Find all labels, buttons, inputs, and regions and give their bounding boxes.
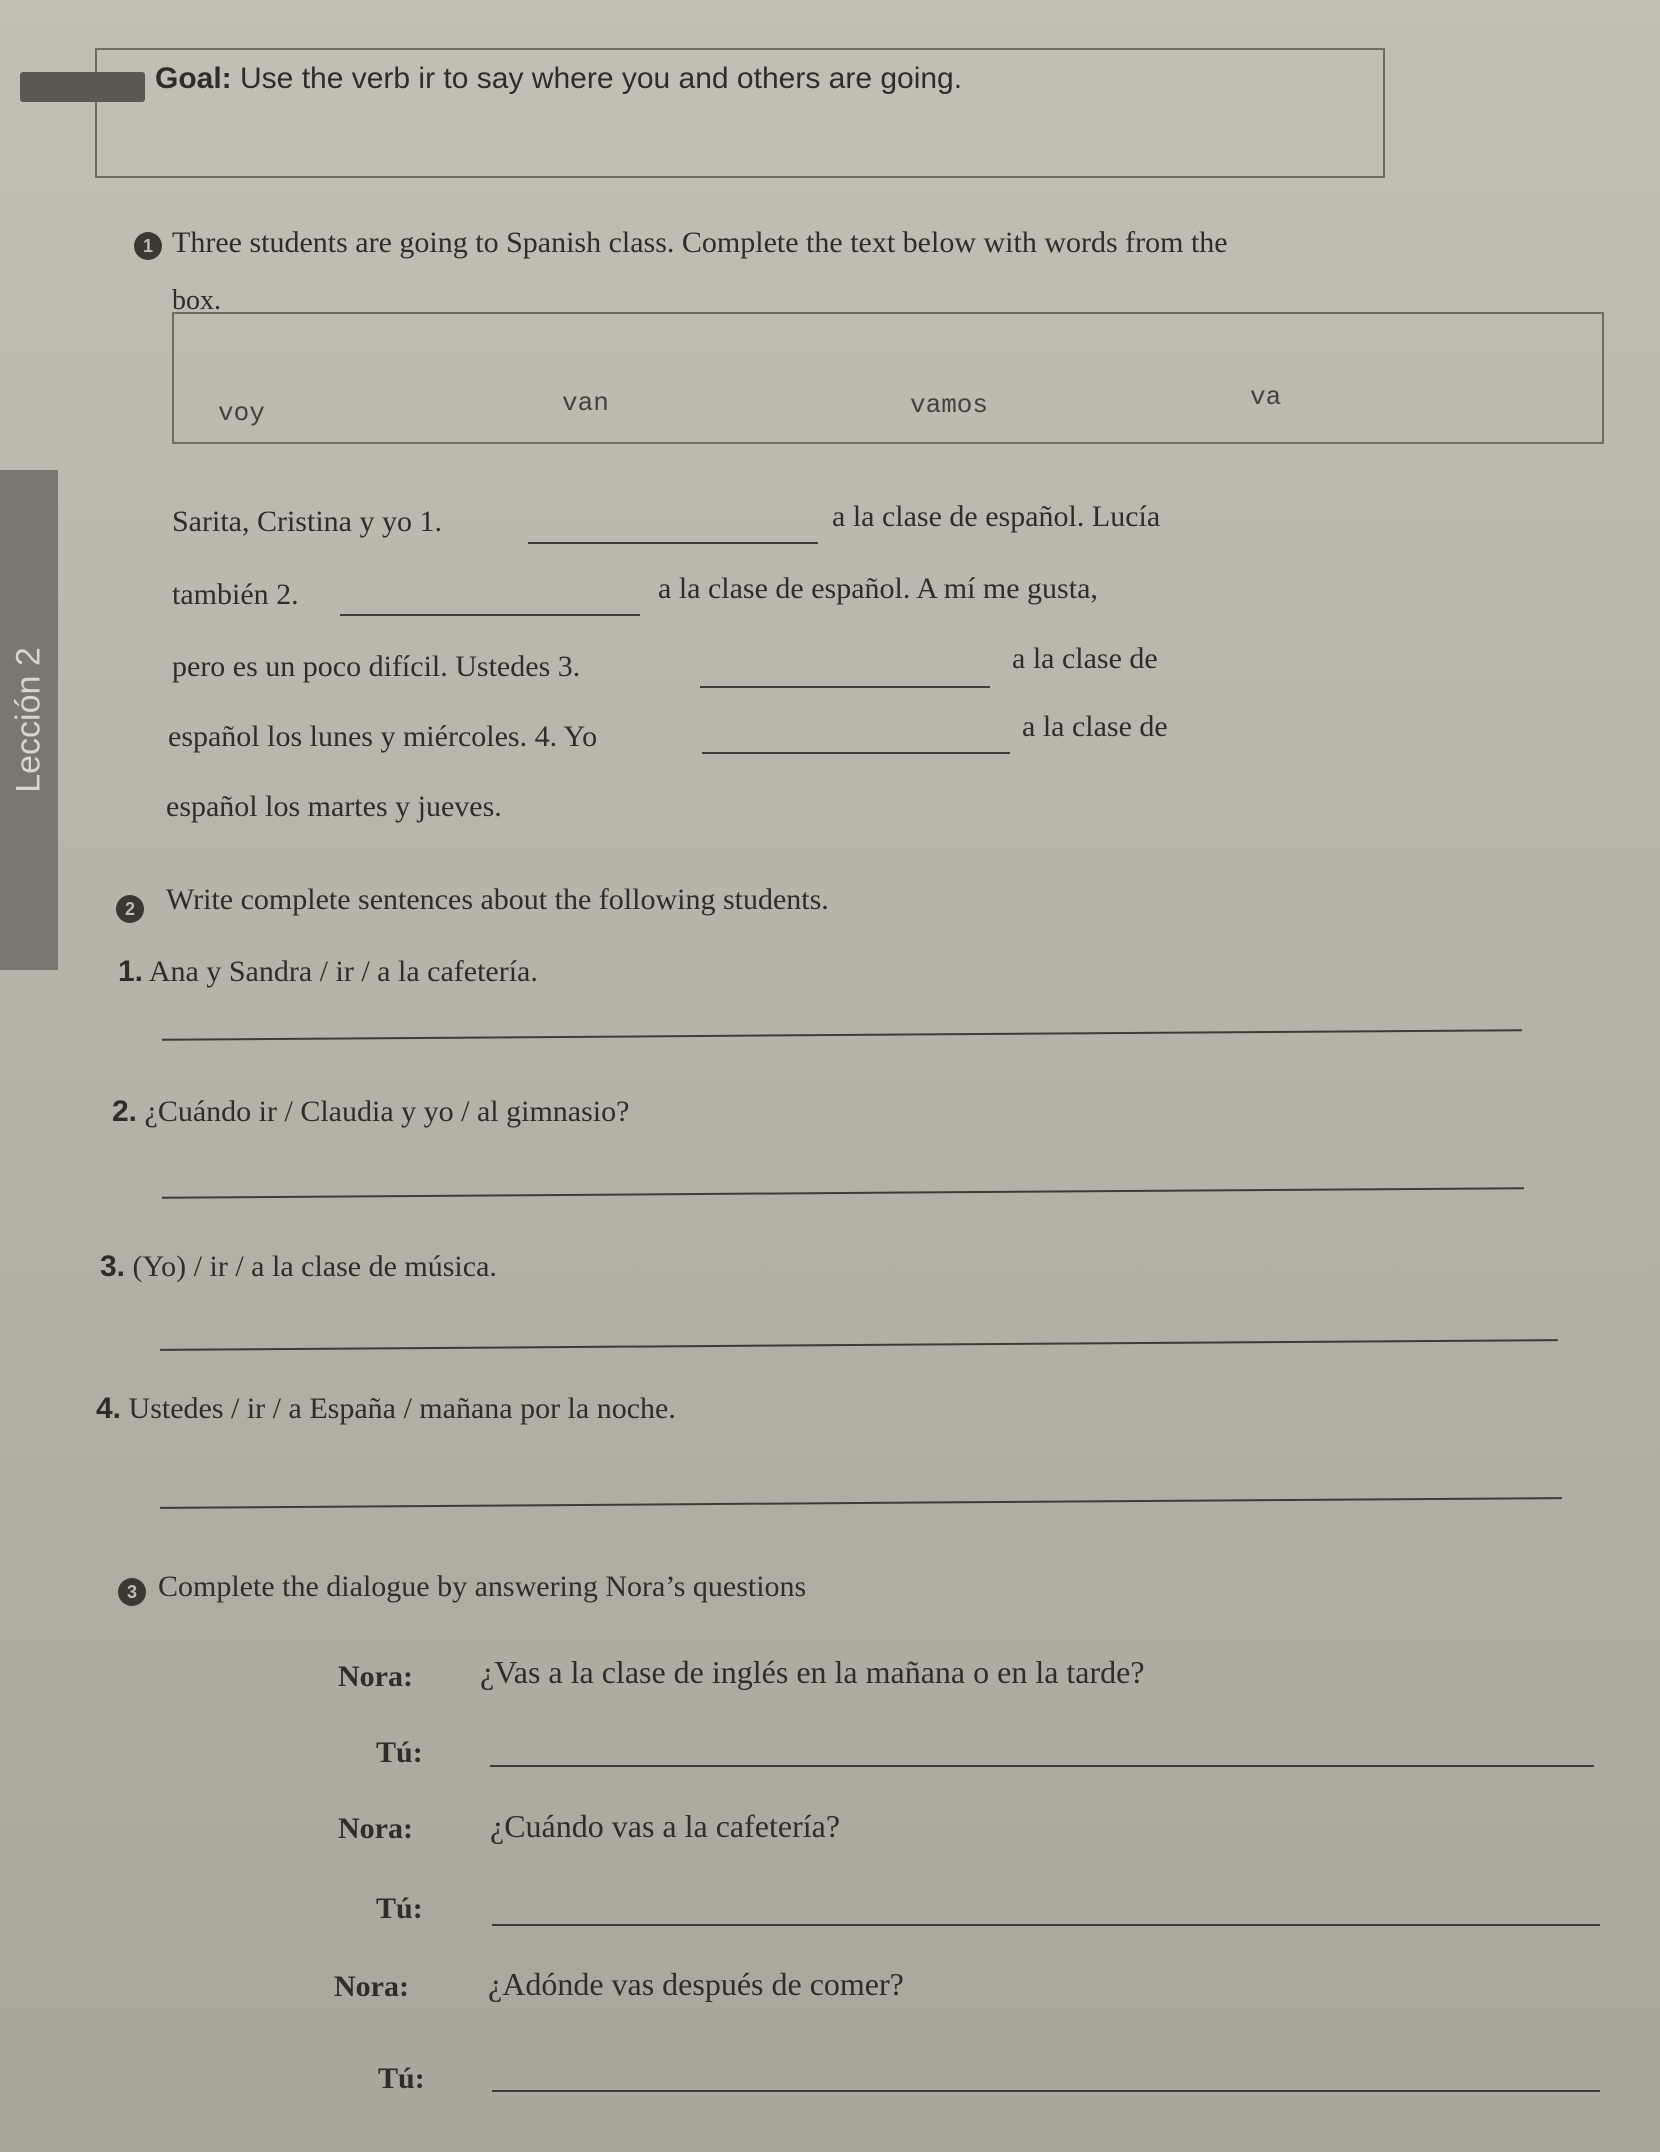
exercise-2-item bbox=[112, 1095, 629, 1129]
item-number: 4. bbox=[96, 1392, 122, 1425]
answer-blank-4[interactable] bbox=[702, 718, 1010, 754]
nora-question-1: ¿Vas a la clase de inglés en la mañana o en la tarde? bbox=[480, 1654, 1145, 1690]
nora-question-3: ¿Adónde vas después de comer? bbox=[488, 1966, 904, 2002]
goal-badge bbox=[20, 72, 145, 102]
dialogue-speaker-tu: Tú: bbox=[376, 1892, 423, 1925]
word-bank-word: van bbox=[562, 388, 609, 418]
item-prompt: Ana y Sandra / ir / a la cafetería. bbox=[148, 955, 538, 988]
exercise-2-item bbox=[96, 1392, 676, 1426]
item-prompt: Ustedes / ir / a España / mañana por la noche. bbox=[128, 1392, 676, 1425]
exercise-3-number: 3 bbox=[118, 1578, 146, 1606]
exercise-1-number: 1 bbox=[134, 232, 162, 260]
answer-line-4[interactable] bbox=[160, 1497, 1562, 1509]
text-line-3-before: pero es un poco difícil. Ustedes 3. bbox=[172, 650, 581, 683]
item-number: 2. bbox=[112, 1095, 138, 1128]
answer-blank-3[interactable] bbox=[700, 652, 990, 688]
answer-line-tu-2[interactable] bbox=[492, 1924, 1600, 1926]
item-number: 3. bbox=[100, 1250, 126, 1283]
dialogue-speaker-nora: Nora: bbox=[338, 1660, 413, 1693]
goal-statement bbox=[155, 62, 962, 96]
answer-line-1[interactable] bbox=[162, 1029, 1522, 1040]
exercise-2-item bbox=[118, 955, 538, 989]
word-bank-word: vamos bbox=[910, 390, 989, 420]
word-bank-word: va bbox=[1250, 382, 1282, 412]
exercise-1-instruction-line2: box. bbox=[172, 285, 221, 316]
nora-question-2: ¿Cuándo vas a la cafetería? bbox=[490, 1808, 841, 1844]
answer-blank-2[interactable] bbox=[340, 580, 640, 616]
text-line-2-after: a la clase de español. A mí me gusta, bbox=[658, 572, 1098, 605]
text-line-5: español los martes y jueves. bbox=[166, 790, 502, 823]
chapter-side-tab bbox=[0, 470, 58, 970]
dialogue-speaker-tu: Tú: bbox=[376, 1736, 423, 1769]
text-line-3-after: a la clase de bbox=[1012, 642, 1158, 675]
text-line-1-before: Sarita, Cristina y yo 1. bbox=[172, 505, 442, 538]
goal-text: Use the verb ir to say where you and others are going. bbox=[240, 62, 963, 95]
text-line-2-before: también 2. bbox=[172, 578, 299, 611]
dialogue-speaker-nora: Nora: bbox=[334, 1970, 409, 2003]
answer-line-tu-1[interactable] bbox=[490, 1765, 1594, 1767]
dialogue-speaker-nora: Nora: bbox=[338, 1812, 413, 1845]
item-prompt: (Yo) / ir / a la clase de música. bbox=[132, 1250, 497, 1283]
exercise-1-instruction-line1: Three students are going to Spanish class. Complete the text below with words from the bbox=[172, 226, 1228, 259]
goal-label: Goal: bbox=[155, 62, 232, 95]
text-line-4-before: español los lunes y miércoles. 4. Yo bbox=[168, 720, 598, 753]
word-bank-box bbox=[172, 312, 1604, 444]
dialogue-speaker-tu: Tú: bbox=[378, 2062, 425, 2095]
item-number: 1. bbox=[118, 955, 144, 988]
exercise-2-instruction: Write complete sentences about the following students. bbox=[166, 883, 829, 916]
answer-line-2[interactable] bbox=[162, 1187, 1524, 1199]
text-line-4-after: a la clase de bbox=[1022, 710, 1168, 743]
side-tab-label: Lección 2 bbox=[9, 647, 48, 793]
text-line-1-after: a la clase de español. Lucía bbox=[832, 500, 1161, 533]
exercise-2-item bbox=[100, 1250, 497, 1284]
item-prompt: ¿Cuándo ir / Claudia y yo / al gimnasio? bbox=[144, 1095, 630, 1128]
exercise-3-instruction: Complete the dialogue by answering Nora’s questions bbox=[158, 1570, 807, 1603]
answer-line-3[interactable] bbox=[160, 1339, 1558, 1351]
word-bank-word: voy bbox=[218, 398, 265, 428]
answer-line-tu-3[interactable] bbox=[492, 2090, 1600, 2092]
exercise-2-number: 2 bbox=[116, 895, 144, 923]
answer-blank-1[interactable] bbox=[528, 508, 818, 544]
